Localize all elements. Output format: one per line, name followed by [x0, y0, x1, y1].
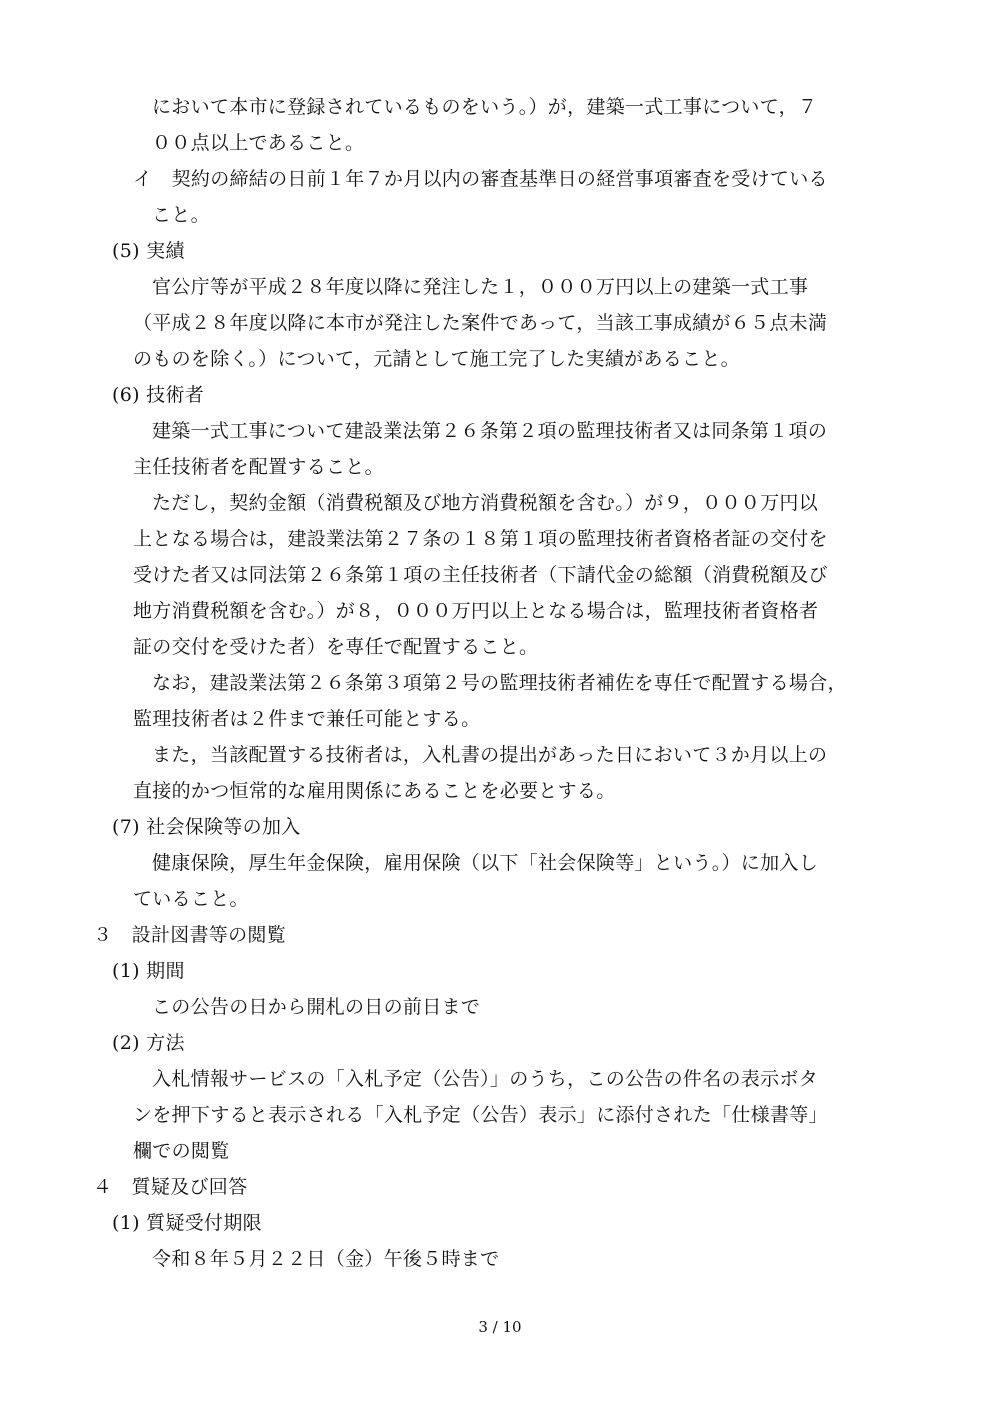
- text-line: ００点以上であること。: [152, 132, 365, 154]
- text-line: この公告の日から開札の日の前日まで: [152, 996, 481, 1018]
- text-line: なお，建設業法第２６条第３項第２号の監理技術者補佐を専任で配置する場合，: [152, 672, 847, 694]
- text-line: 官公庁等が平成２８年度以降に発注した１，０００万円以上の建築一式工事: [152, 276, 809, 298]
- text-line: のものを除く。）について，元請として施工完了した実績があること。: [133, 348, 740, 370]
- text-line: 受けた者又は同法第２６条第１項の主任技術者（下請代金の総額（消費税額及び: [133, 564, 828, 586]
- section-heading: (7) 社会保険等の加入: [112, 816, 301, 838]
- text-line: 主任技術者を配置すること。: [133, 456, 384, 478]
- text-line: 健康保険，厚生年金保険，雇用保険（以下「社会保険等」という。）に加入し: [152, 852, 819, 874]
- text-line: 欄での閲覧: [133, 1140, 230, 1162]
- text-line: 入札情報サービスの「入札予定（公告）」のうち，この公告の件名の表示ボタ: [152, 1068, 819, 1090]
- text-line: （平成２８年度以降に本市が発注した案件であって，当該工事成績が６５点未満: [133, 312, 828, 334]
- text-line: 建築一式工事について建設業法第２６条第２項の監理技術者又は同条第１項の: [152, 420, 828, 442]
- section-heading: (2) 方法: [112, 1032, 185, 1054]
- list-item: イ 契約の締結の日前１年７か月以内の審査基準日の経営事項審査を受けている: [133, 168, 828, 190]
- section-heading: (1) 期間: [112, 960, 185, 982]
- text-line: 直接的かつ恒常的な雇用関係にあることを必要とする。: [133, 780, 616, 802]
- text-line: ていること。: [133, 888, 249, 910]
- section-heading: (5) 実績: [112, 240, 185, 262]
- text-line: ただし，契約金額（消費税額及び地方消費税額を含む。）が９，０００万円以: [152, 492, 819, 514]
- text-line: 上となる場合は，建設業法第２７条の１８第１項の監理技術者資格者証の交付を: [133, 528, 828, 550]
- text-line: 令和８年５月２２日（金）午後５時まで: [152, 1248, 500, 1270]
- text-line: において本市に登録されているものをいう。）が，建築一式工事について，７: [152, 96, 818, 118]
- text-line: 証の交付を受けた者）を専任で配置すること。: [133, 636, 539, 658]
- chapter-heading: ３ 設計図書等の閲覧: [93, 924, 287, 946]
- text-line: 監理技術者は２件まで兼任可能とする。: [133, 708, 481, 730]
- text-line: こと。: [152, 204, 210, 226]
- text-line: また，当該配置する技術者は，入札書の提出があった日において３か月以上の: [152, 744, 828, 766]
- section-heading: (1) 質疑受付期限: [112, 1212, 262, 1234]
- text-line: ンを押下すると表示される「入札予定（公告）表示」に添付された「仕様書等」: [133, 1104, 828, 1126]
- chapter-heading: ４ 質疑及び回答: [93, 1176, 248, 1198]
- page-number: 3 / 10: [478, 1318, 522, 1336]
- section-heading: (6) 技術者: [112, 384, 205, 406]
- text-line: 地方消費税額を含む。）が８，０００万円以上となる場合は，監理技術者資格者: [133, 600, 819, 622]
